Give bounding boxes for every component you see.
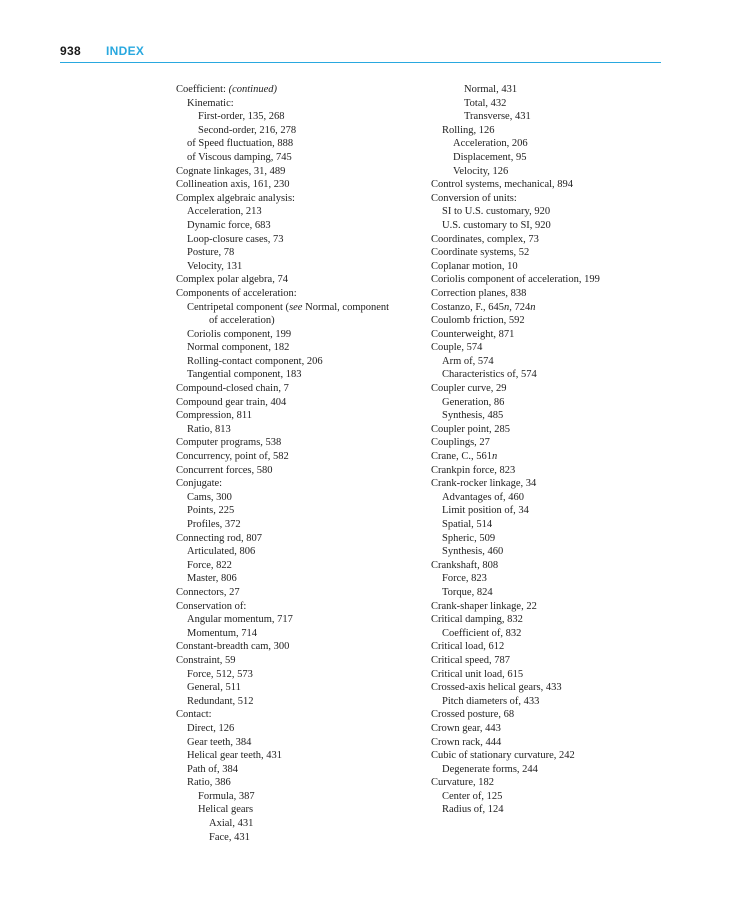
index-entry-text: General, 511 <box>187 682 241 694</box>
index-entry-text: of acceleration) <box>209 315 275 327</box>
index-entry-text: Computer programs, 538 <box>176 437 282 449</box>
index-entry-italic: n <box>491 451 498 463</box>
index-entry-text: Correction planes, 838 <box>431 287 527 299</box>
index-entry <box>176 450 416 464</box>
index-entry <box>176 708 416 722</box>
index-entry <box>431 219 681 233</box>
index-entry-text: Rolling-contact component, 206 <box>187 355 323 367</box>
index-column-right <box>431 83 681 817</box>
index-entry-text: Centripetal component ( <box>187 301 290 313</box>
index-entry <box>431 504 681 518</box>
index-entry-text: Second-order, 216, 278 <box>198 124 297 136</box>
index-entry <box>176 749 416 763</box>
index-entry <box>431 233 681 247</box>
index-entry <box>431 151 681 165</box>
index-entry <box>431 341 681 355</box>
index-entry <box>431 803 681 817</box>
index-entry-text: SI to U.S. customary, 920 <box>442 206 551 218</box>
index-entry <box>176 586 416 600</box>
index-entry <box>176 681 416 695</box>
index-entry-text: Total, 432 <box>464 97 507 109</box>
index-entry <box>176 654 416 668</box>
index-entry-text: Path of, 384 <box>187 763 239 775</box>
index-entry <box>431 776 681 790</box>
index-entry-text: Force, 512, 573 <box>187 668 253 680</box>
index-entry <box>176 178 416 192</box>
index-entry-text: Couplings, 27 <box>431 437 490 449</box>
index-entry <box>431 695 681 709</box>
index-entry-text: Velocity, 131 <box>187 260 243 272</box>
index-entry <box>176 640 416 654</box>
index-entry-text: Coriolis component, 199 <box>187 328 292 340</box>
index-entry-text: Spatial, 514 <box>442 519 493 530</box>
index-entry <box>176 246 416 260</box>
index-entry-text: Center of, 125 <box>442 790 503 802</box>
index-entry <box>176 831 416 845</box>
index-entry <box>176 83 416 97</box>
index-entry-text: Contact: <box>176 709 212 721</box>
index-entry-text: Coordinates, complex, 73 <box>431 233 539 245</box>
page-number: 938 <box>60 44 81 58</box>
index-entry <box>176 722 416 736</box>
index-entry-text: Compound gear train, 404 <box>176 396 287 408</box>
index-entry-text: Points, 225 <box>187 505 235 517</box>
index-entry <box>431 559 681 573</box>
index-entry-text: Degenerate forms, 244 <box>442 763 538 775</box>
index-entry <box>176 287 416 301</box>
index-entry <box>431 246 681 260</box>
index-entry-text: Cognate linkages, 31, 489 <box>176 165 286 177</box>
index-entry-text: Complex polar algebra, 74 <box>176 274 288 286</box>
index-entry <box>431 545 681 559</box>
index-entry <box>431 355 681 369</box>
index-entry-text: Velocity, 126 <box>453 165 509 177</box>
index-entry-text: Counterweight, 871 <box>431 328 515 340</box>
index-entry-text: Posture, 78 <box>187 247 235 259</box>
index-entry <box>431 409 681 423</box>
index-entry-text: Curvature, 182 <box>431 777 494 789</box>
index-entry-text: Costanzo, F., 645 <box>431 301 504 313</box>
index-entry <box>176 409 416 423</box>
index-entry <box>176 736 416 750</box>
index-entry-text: Crossed-axis helical gears, 433 <box>431 682 562 694</box>
index-entry-text: Helical gear teeth, 431 <box>187 750 283 762</box>
index-entry <box>176 763 416 777</box>
index-entry-text: Transverse, 431 <box>464 111 531 123</box>
index-entry-text: Critical speed, 787 <box>431 654 511 666</box>
index-entry <box>431 790 681 804</box>
index-entry-text: Crank-shaper linkage, 22 <box>431 600 537 612</box>
index-entry-text: Couple, 574 <box>431 342 483 354</box>
index-entry-text: Complex algebraic analysis: <box>176 192 295 204</box>
index-entry-text: Normal, 431 <box>464 84 518 95</box>
index-entry-text: Connecting rod, 807 <box>176 532 263 544</box>
index-entry-text: Collineation axis, 161, 230 <box>176 179 290 191</box>
index-entry <box>176 328 416 342</box>
index-entry <box>176 314 416 328</box>
index-entry <box>176 355 416 369</box>
index-entry <box>431 436 681 450</box>
index-entry-text: Coefficient: <box>176 84 229 95</box>
index-entry <box>176 97 416 111</box>
index-entry-text: Formula, 387 <box>198 790 255 802</box>
index-entry <box>176 436 416 450</box>
index-entry-text: Gear teeth, 384 <box>187 736 252 748</box>
index-entry <box>176 368 416 382</box>
index-entry-text: Radius of, 124 <box>442 804 504 816</box>
index-entry <box>176 382 416 396</box>
index-entry-text: Coplanar motion, 10 <box>431 260 518 272</box>
index-entry-text: Critical damping, 832 <box>431 614 523 626</box>
index-entry-text: Acceleration, 206 <box>453 138 528 150</box>
index-entry <box>176 110 416 124</box>
index-entry <box>176 518 416 532</box>
index-entry <box>431 137 681 151</box>
index-entry <box>176 572 416 586</box>
index-entry <box>431 110 681 124</box>
index-entry-text: Constraint, 59 <box>176 654 236 666</box>
index-entry-text: Tangential component, 183 <box>187 369 302 381</box>
index-entry-text: Coefficient of, 832 <box>442 627 522 639</box>
index-entry <box>176 205 416 219</box>
index-entry-text: Advantages of, 460 <box>442 491 524 503</box>
index-entry <box>176 600 416 614</box>
index-column-left <box>176 83 416 844</box>
index-entry-text: Profiles, 372 <box>187 519 241 530</box>
index-entry <box>176 260 416 274</box>
index-entry-text: Synthesis, 460 <box>442 546 504 558</box>
index-entry <box>176 165 416 179</box>
index-entry-text: Displacement, 95 <box>453 151 527 163</box>
index-entry <box>176 396 416 410</box>
index-entry <box>431 301 681 315</box>
index-entry <box>431 165 681 179</box>
index-entry-text: Arm of, 574 <box>442 355 494 367</box>
index-entry <box>431 423 681 437</box>
index-entry-text: Compression, 811 <box>176 410 253 422</box>
index-entry <box>176 504 416 518</box>
index-entry <box>431 205 681 219</box>
index-entry-text: Face, 431 <box>209 831 250 843</box>
index-entry-text: Ratio, 386 <box>187 777 231 789</box>
index-entry <box>431 654 681 668</box>
index-entry-text: Momentum, 714 <box>187 627 257 639</box>
index-entry <box>431 600 681 614</box>
index-entry <box>176 668 416 682</box>
index-entry-italic: n <box>503 301 510 313</box>
index-entry-text-after: , 724 <box>509 301 531 313</box>
header-title: INDEX <box>106 44 145 58</box>
index-entry-text: Normal component, 182 <box>187 342 290 354</box>
index-entry <box>176 545 416 559</box>
index-entry-text: Critical unit load, 615 <box>431 668 524 680</box>
index-entry-text: Control systems, mechanical, 894 <box>431 179 574 191</box>
index-entry-text: Redundant, 512 <box>187 695 254 707</box>
index-entry-text: Generation, 86 <box>442 396 505 408</box>
index-entry <box>176 192 416 206</box>
index-entry-text: Axial, 431 <box>209 818 254 830</box>
index-entry <box>176 776 416 790</box>
index-entry <box>431 736 681 750</box>
index-entry <box>431 396 681 410</box>
index-entry <box>431 328 681 342</box>
index-entry-text: Force, 823 <box>442 573 487 585</box>
index-entry <box>176 137 416 151</box>
index-entry-text: Dynamic force, 683 <box>187 219 271 231</box>
index-entry <box>176 273 416 287</box>
index-entry-text: Cams, 300 <box>187 491 232 503</box>
index-entry-text: Crane, C., 561 <box>431 451 492 463</box>
index-entry-text: U.S. customary to SI, 920 <box>442 219 551 231</box>
index-entry-text: Coupler curve, 29 <box>431 383 507 395</box>
index-entry <box>176 627 416 641</box>
index-entry-text: Coulomb friction, 592 <box>431 315 525 327</box>
index-entry <box>176 233 416 247</box>
index-entry-text: Loop-closure cases, 73 <box>187 233 284 245</box>
index-entry <box>431 477 681 491</box>
index-entry-text: Crossed posture, 68 <box>431 709 515 721</box>
index-entry <box>431 627 681 641</box>
index-entry <box>431 722 681 736</box>
index-entry-text: Concurrent forces, 580 <box>176 464 273 476</box>
index-entry <box>431 273 681 287</box>
index-entry <box>176 341 416 355</box>
index-entry <box>176 817 416 831</box>
index-entry <box>176 790 416 804</box>
index-entry-text: Crankshaft, 808 <box>431 559 499 571</box>
index-entry-text: Force, 822 <box>187 559 232 571</box>
index-entry-text: Crown gear, 443 <box>431 722 501 734</box>
index-entry-text: Constant-breadth cam, 300 <box>176 641 290 653</box>
index-entry <box>431 532 681 546</box>
index-entry <box>431 572 681 586</box>
index-entry-text: Components of acceleration: <box>176 287 297 299</box>
index-entry <box>431 178 681 192</box>
index-entry <box>431 314 681 328</box>
index-entry-text: Kinematic: <box>187 97 234 109</box>
index-entry <box>176 559 416 573</box>
index-entry-text: Angular momentum, 717 <box>187 614 293 626</box>
index-entry-text: Conservation of: <box>176 600 247 612</box>
index-entry-text: of Speed fluctuation, 888 <box>187 138 294 150</box>
index-entry-text: Limit position of, 34 <box>442 505 529 517</box>
index-entry <box>176 423 416 437</box>
index-entry <box>431 681 681 695</box>
index-entry-italic: see <box>289 301 303 313</box>
index-entry <box>431 260 681 274</box>
index-entry <box>431 124 681 138</box>
index-entry-text: of Viscous damping, 745 <box>187 151 292 163</box>
index-entry-text: Spheric, 509 <box>442 532 496 544</box>
index-entry-text: Coriolis component of acceleration, 199 <box>431 274 600 286</box>
index-entry <box>431 287 681 301</box>
index-entry-text: Ratio, 813 <box>187 423 231 435</box>
index-entry-text: Acceleration, 213 <box>187 206 262 218</box>
index-entry <box>176 301 416 315</box>
index-entry <box>176 464 416 478</box>
index-entry-text: Coupler point, 285 <box>431 423 511 435</box>
index-entry <box>431 450 681 464</box>
index-entry-text: Critical load, 612 <box>431 641 505 653</box>
index-entry <box>431 763 681 777</box>
index-entry <box>431 518 681 532</box>
index-entry <box>431 97 681 111</box>
index-entry-text: Helical gears <box>198 804 254 816</box>
index-entry <box>431 640 681 654</box>
index-entry <box>176 613 416 627</box>
index-entry-text: Rolling, 126 <box>442 124 495 136</box>
index-entry <box>176 695 416 709</box>
index-entry-text: Direct, 126 <box>187 722 235 734</box>
index-entry-text: Synthesis, 485 <box>442 410 504 422</box>
index-entry-text: Conversion of units: <box>431 192 517 204</box>
index-entry-text: Cubic of stationary curvature, 242 <box>431 750 575 762</box>
index-entry-text: Crank-rocker linkage, 34 <box>431 478 537 490</box>
index-entry <box>431 586 681 600</box>
index-entry-text: Coordinate systems, 52 <box>431 247 530 259</box>
index-entry <box>431 491 681 505</box>
index-entry <box>431 668 681 682</box>
index-entry-italic: (continued) <box>228 84 277 95</box>
index-entry <box>176 491 416 505</box>
index-entry <box>431 192 681 206</box>
index-entry <box>176 803 416 817</box>
page-header <box>60 44 661 63</box>
index-entry-text: Crankpin force, 823 <box>431 464 516 476</box>
index-entry-text: Crown rack, 444 <box>431 736 502 748</box>
index-entry <box>176 219 416 233</box>
index-entry <box>176 151 416 165</box>
index-entry-text: Characteristics of, 574 <box>442 369 537 381</box>
index-entry <box>431 83 681 97</box>
index-entry-text: Connectors, 27 <box>176 586 240 598</box>
index-entry-text: Articulated, 806 <box>187 546 256 558</box>
index-entry <box>431 368 681 382</box>
index-entry <box>431 749 681 763</box>
index-entry-text: Pitch diameters of, 433 <box>442 695 540 707</box>
index-entry <box>176 124 416 138</box>
index-entry-text: Compound-closed chain, 7 <box>176 383 289 395</box>
index-entry-text: Master, 806 <box>187 573 237 585</box>
index-entry-text: Torque, 824 <box>442 586 493 598</box>
index-entry <box>431 708 681 722</box>
index-entry-text-after: Normal, component <box>302 301 390 313</box>
index-entry <box>176 477 416 491</box>
index-entry-text: Conjugate: <box>176 478 223 490</box>
index-entry <box>431 464 681 478</box>
index-entry-italic: n <box>530 301 536 313</box>
index-entry-text: First-order, 135, 268 <box>198 111 285 123</box>
index-entry <box>431 382 681 396</box>
index-entry <box>176 532 416 546</box>
index-entry-text: Concurrency, point of, 582 <box>176 451 289 463</box>
index-entry <box>431 613 681 627</box>
